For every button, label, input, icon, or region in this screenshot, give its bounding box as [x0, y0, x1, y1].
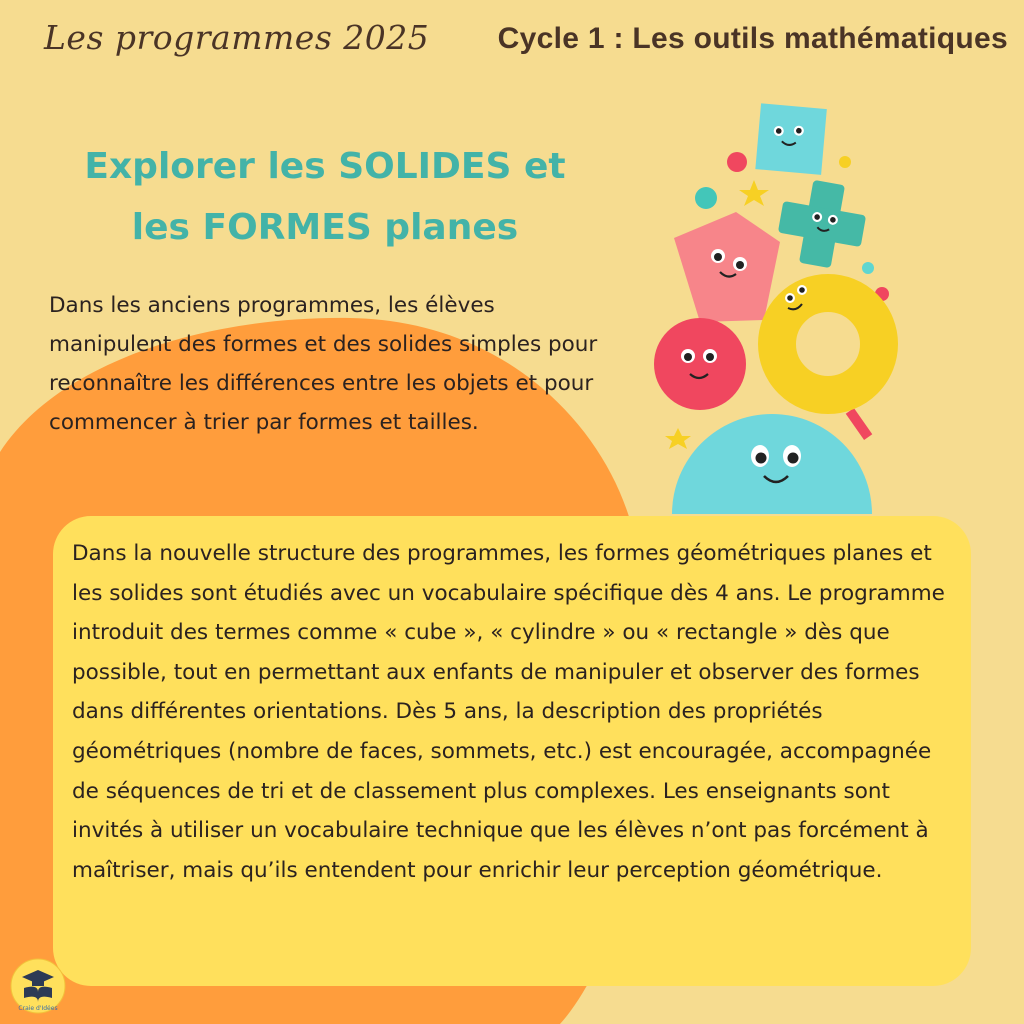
smiling-pentagon-icon: [674, 212, 780, 322]
header-program-year: Les programmes 2025: [44, 18, 430, 57]
smiling-cross-icon: [773, 175, 870, 272]
smiling-shapes-illustration: [640, 96, 900, 516]
smiling-square-icon: [755, 103, 827, 175]
smiling-semicircle-icon: [672, 414, 872, 514]
smiling-circle-icon: [654, 318, 746, 410]
page-title-line-1: Explorer les SOLIDES et: [84, 146, 566, 187]
page-title-line-2: les FORMES planes: [131, 207, 519, 248]
new-program-card: [53, 516, 971, 986]
logo-text: Craie d'Idées: [18, 1005, 58, 1012]
page-title: [40, 136, 610, 258]
intro-paragraph: Dans les anciens programmes, les élèves manipulent des formes et des solides simples pour reconnaître les différences entre les objets et pour commencer à trier par formes et tailles.: [49, 293, 598, 435]
brand-logo: [10, 958, 66, 1014]
new-program-paragraph: Dans la nouvelle structure des programmes, les formes géométriques planes et les solides sont étudiés avec un vocabulaire spécifique dès 4 ans. Le programme introduit des termes comme « cube », « cylindre » ou « rectangle » dès que possible, tout en permettant aux enfants de manipuler et observer des formes dans différentes orientations. Dès 5 ans, la description des propriétés géométriques (nombre de faces, sommets, etc.) est encouragée, accompagnée de séquences de tri et de classement plus complexes. Les enseignants sont invités à utiliser un vocabulaire technique que les élèves n’ont pas forcément à maîtriser, mais qu’ils entendent pour enrichir leur perception géométrique.: [72, 541, 945, 883]
star-icon: [739, 180, 769, 206]
graduation-cap-book-icon: [10, 958, 66, 1014]
header-cycle-title: Cycle 1 : Les outils mathématiques: [497, 22, 1008, 55]
smiling-ring-icon: [777, 285, 879, 395]
